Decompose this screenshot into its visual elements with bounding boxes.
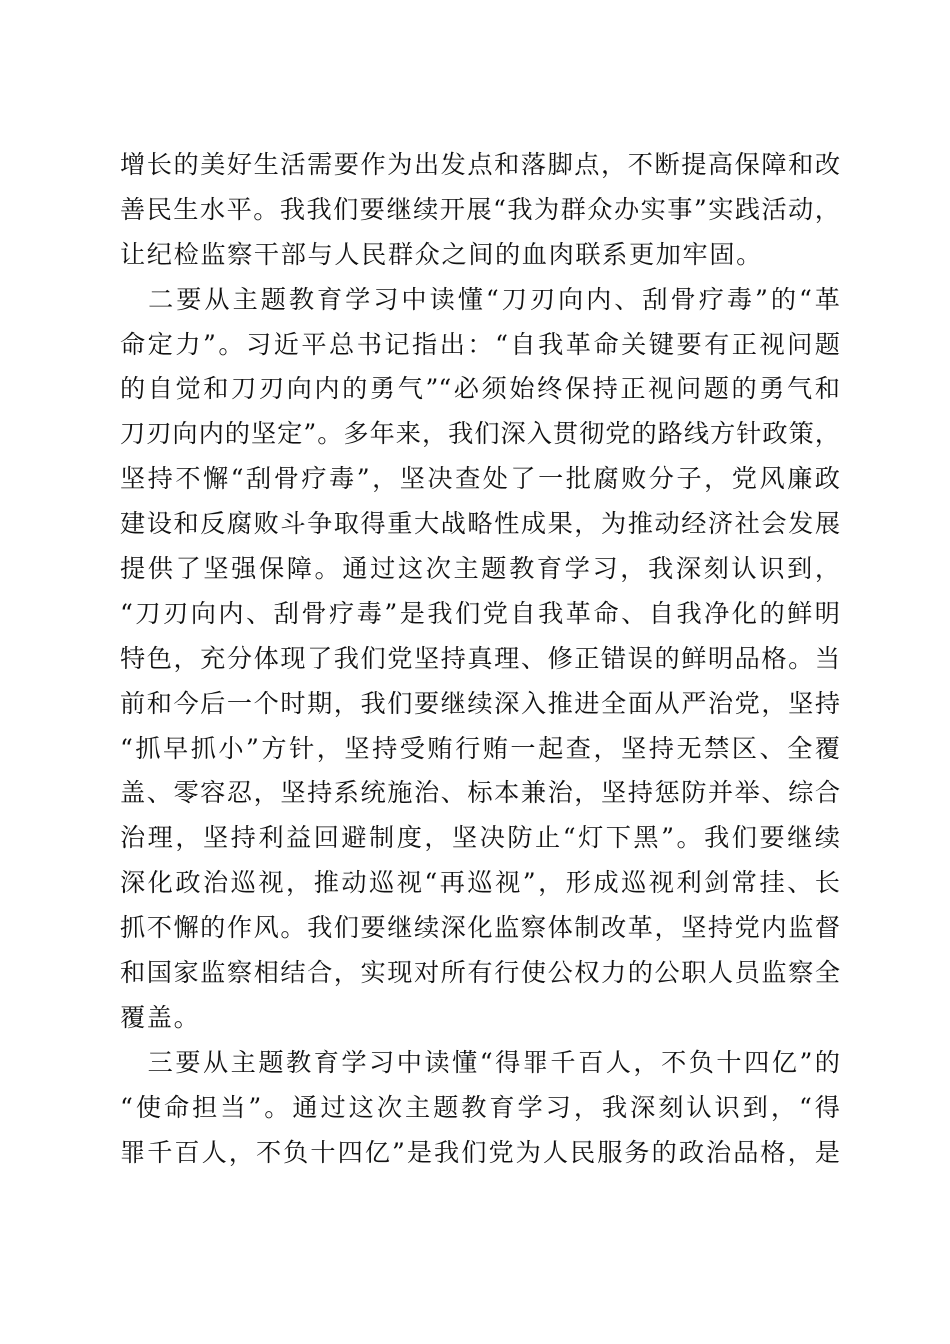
text-line: 的自觉和刀刃向内的勇气”“必须始终保持正视问题的勇气和: [120, 374, 840, 404]
text-line: 二要从主题教育学习中读懂“刀刃向内、刮骨疗毒”的“革: [120, 284, 840, 314]
text-line: 罪千百人，不负十四亿”是我们党为人民服务的政治品格，是: [120, 1137, 840, 1167]
text-line: 盖、零容忍，坚持系统施治、标本兼治，坚持惩防并举、综合: [120, 778, 840, 808]
body-text: [120, 143, 840, 1175]
text-line: 和国家监察相结合，实现对所有行使公权力的公职人员监察全: [120, 958, 840, 988]
text-line: 建设和反腐败斗争取得重大战略性成果，为推动经济社会发展: [120, 509, 840, 539]
text-line: 三要从主题教育学习中读懂“得罪千百人，不负十四亿”的: [120, 1047, 840, 1077]
text-line: 覆盖。: [120, 1002, 201, 1032]
text-line: 治理，坚持利益回避制度，坚决防止“灯下黑”。我们要继续: [120, 823, 840, 853]
text-line: 前和今后一个时期，我们要继续深入推进全面从严治党，坚持: [120, 688, 840, 718]
text-line: 坚持不懈“刮骨疗毒”，坚决查处了一批腐败分子，党风廉政: [120, 464, 840, 494]
text-line: 抓不懈的作风。我们要继续深化监察体制改革，坚持党内监督: [120, 913, 840, 943]
text-line: “使命担当”。通过这次主题教育学习，我深刻认识到，“得: [120, 1092, 840, 1122]
text-line: 提供了坚强保障。通过这次主题教育学习，我深刻认识到，: [120, 554, 840, 584]
text-line: 刀刃向内的坚定”。多年来，我们深入贯彻党的路线方针政策，: [120, 419, 840, 449]
text-line: 命定力”。习近平总书记指出：“自我革命关键要有正视问题: [120, 329, 840, 359]
text-line: 特色，充分体现了我们党坚持真理、修正错误的鲜明品格。当: [120, 643, 840, 673]
text-line: 善民生水平。我我们要继续开展“我为群众办实事”实践活动，: [120, 194, 840, 224]
text-line: 增长的美好生活需要作为出发点和落脚点，不断提高保障和改: [120, 150, 840, 179]
text-line: 深化政治巡视，推动巡视“再巡视”，形成巡视利剑常挂、长: [120, 868, 840, 898]
text-line: 让纪检监察干部与人民群众之间的血肉联系更加牢固。: [120, 239, 763, 269]
text-line: “抓早抓小”方针，坚持受贿行贿一起查，坚持无禁区、全覆: [120, 733, 840, 763]
text-line: “刀刃向内、刮骨疗毒”是我们党自我革命、自我净化的鲜明: [120, 598, 840, 628]
